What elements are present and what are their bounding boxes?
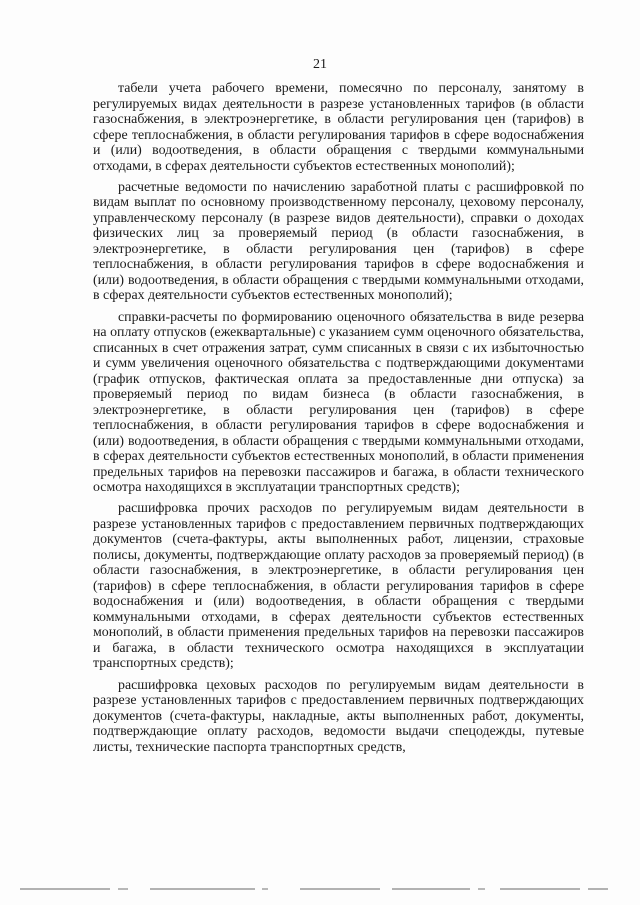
paragraph-payroll-statements: расчетные ведомости по начислению заработной платы с расшифровкой по видам выплат по основному производственному персоналу, цеховому персоналу, управленческому персоналу (в разрезе видов деятельности), справки о доходах физических лиц за проверяемый период (в области газоснабжения, в электроэнергетике, в области регулирования цен (тарифов) в сфере теплоснабжения, в области регулирования тарифов в сфере водоснабжения и (или) водоотведения, в области обращения с твердыми коммунальными отходами, в сферах деятельности субъектов естественных монополий);: [93, 179, 584, 304]
paragraph-timesheets: табели учета рабочего времени, помесячно по персоналу, занятому в регулируемых видах деятельности в разрезе установленных тарифов (в области газоснабжения, в электроэнергетике, в области регулирования цен (тарифов) в сфере теплоснабжения, в области регулирования тарифов в сфере водоснабжения и (или) водоотведения, в области обращения с твердыми коммунальными отходами, в сферах деятельности субъектов естественных монополий);: [93, 81, 584, 174]
paragraph-workshop-expenses: расшифровка цеховых расходов по регулируемым видам деятельности в разрезе установленных тарифов с предоставлением первичных подтверждающих документов (счета-фактуры, накладные, акты выполненных работ, документы, подтверждающие оплату расходов, ведомости выдачи спецодежды, путевые листы, технические паспорта транспортных средств,: [93, 677, 584, 755]
scan-edge-artifact: [0, 885, 640, 893]
paragraph-other-expenses: расшифровка прочих расходов по регулируемым видам деятельности в разрезе установленных тарифов с предоставлением первичных подтверждающих документов (счета-фактуры, акты выполненных работ, лицензии, страховые полисы, документы, подтверждающие оплату расходов за проверяемый период) (в области газоснабжения, в электроэнергетике, в области регулирования цен (тарифов) в сфере теплоснабжения, в области регулирования тарифов в сфере водоснабжения и (или) водоотведения, в области обращения с твердыми коммунальными отходами, в сферах деятельности субъектов естественных монополий, в области применения предельных тарифов на перевозки пассажиров и багажа, в области технического осмотра находящихся в эксплуатации транспортных средств);: [93, 501, 584, 672]
body-text: [93, 81, 584, 755]
paragraph-vacation-reserve: справки-расчеты по формированию оценочного обязательства в виде резерва на оплату отпусков (ежеквартальные) с указанием сумм оценочного обязательства, списанных в счет отражения затрат, сумм списанных в связи с их избыточностью и сумм увеличения оценочного обязательства с подтверждающими документами (график отпусков, фактическая оплата за предоставленные дни отпуска) за проверяемый период по видам бизнеса (в области газоснабжения, в электроэнергетике, в области регулирования цен (тарифов) в сфере теплоснабжения, в области регулирования тарифов в сфере водоснабжения и (или) водоотведения, в области обращения с твердыми коммунальными отходами, в сферах деятельности субъектов естественных монополий, в области применения предельных тарифов на перевозки пассажиров и багажа, в области технического осмотра находящихся в эксплуатации транспортных средств);: [93, 309, 584, 496]
page-number: 21: [313, 57, 327, 72]
